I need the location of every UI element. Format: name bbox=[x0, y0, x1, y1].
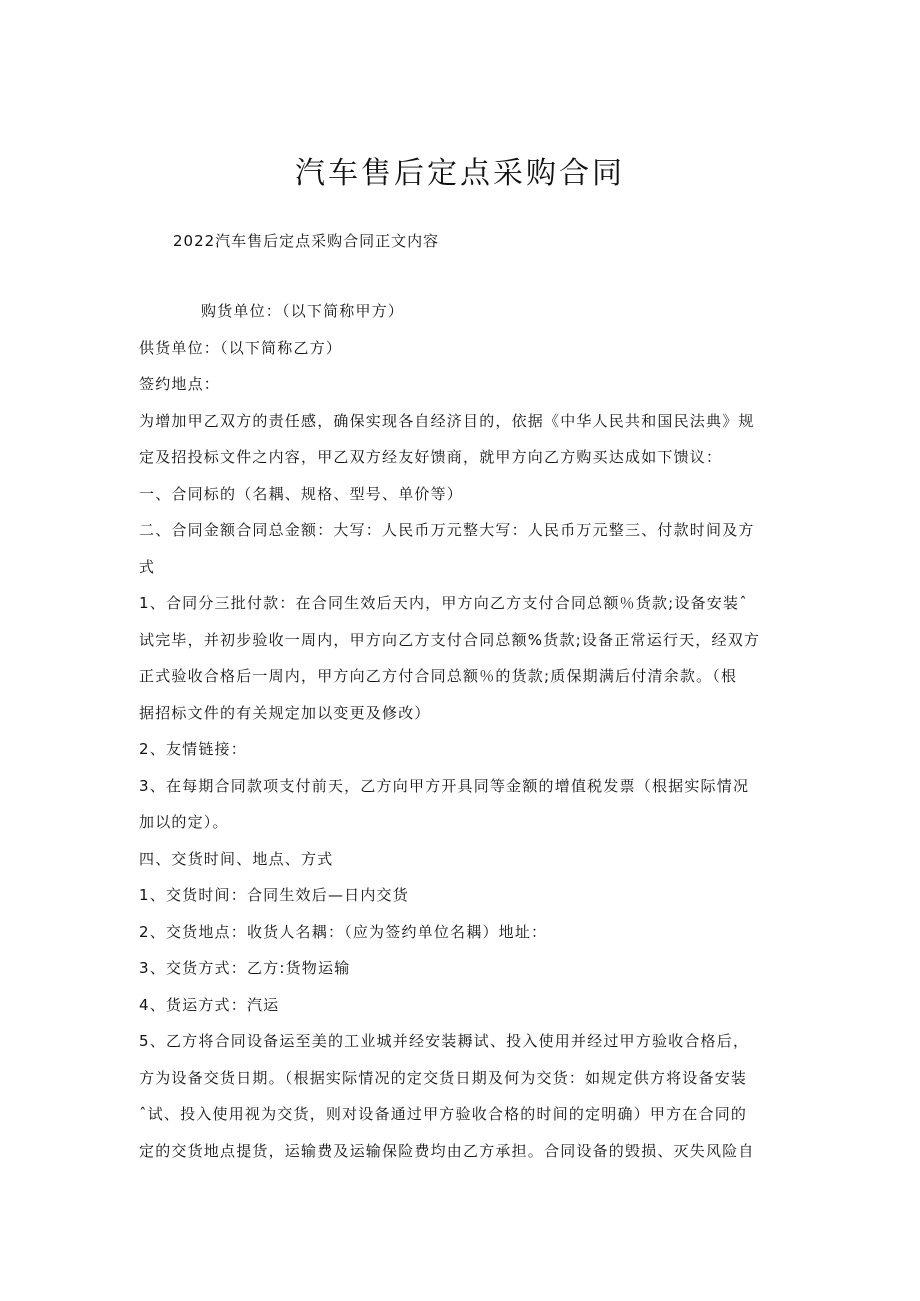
paragraph bbox=[139, 585, 787, 731]
paragraph bbox=[139, 293, 787, 330]
paragraph bbox=[139, 731, 787, 768]
paragraph bbox=[139, 841, 787, 878]
text-line: 加以的定）。 bbox=[139, 813, 229, 831]
text-line: 方为设备交货日期。（根据实际情况的定交货日期及何为交货：如规定供方将设备安装 bbox=[139, 1068, 748, 1087]
text-line: 1、交货时间：合同生效后—日内交货 bbox=[139, 886, 409, 904]
text-line: 据招标文件的有关规定加以变更及修改） bbox=[139, 703, 431, 722]
text-line: 2、交货地点：收货人名耦：（应为签约单位名耦）地址： bbox=[139, 922, 548, 941]
text-line: 供货单位：（以下简称乙方） bbox=[139, 338, 343, 357]
text-line: 5、乙方将合同设备运至美的工业城并经安装耨试、投入使用并经过甲方验收合格后， bbox=[139, 1032, 750, 1050]
document-title: 汽车售后定点采购合同 bbox=[295, 156, 625, 191]
text-line: 4、货运方式：汽运 bbox=[139, 995, 280, 1014]
text-line: 2、友情链接： bbox=[139, 740, 247, 758]
text-line: 为增加甲乙双方的责任感，确保实现各自经济目的，依据《中华人民共和国民法典》规 bbox=[139, 411, 755, 430]
document-subtitle: 2022汽车售后定点采购合同正文内容 bbox=[173, 232, 440, 250]
text-line: 定的交货地点提货，运输费及运输保险费均由乙方承担。合同设备的毁损、灭失风险自 bbox=[139, 1141, 755, 1160]
text-line: 一、合同标的（名耦、规格、型号、单价等） bbox=[139, 484, 464, 503]
text-line: 签约地点： bbox=[139, 375, 221, 393]
paragraph bbox=[139, 950, 787, 987]
text-line: 定及招投标文件之内容，甲乙双方经友好馈商，就甲方向乙方购买达成如下馈议： bbox=[139, 448, 723, 466]
paragraph bbox=[139, 768, 787, 841]
paragraph bbox=[139, 512, 787, 585]
text-line: 式 bbox=[139, 557, 156, 576]
text-line: 二、合同金额合同总金额：大写：人民币万元整大写：人民币万元整三、付款时间及方 bbox=[139, 521, 755, 539]
text-line: 四、交货时间、地点、方式 bbox=[139, 849, 334, 868]
text-line: 试完毕，并初步验收一周内，甲方向乙方支付合同总额%货款;设备正常运行天，经双方 bbox=[139, 630, 761, 649]
paragraph bbox=[139, 403, 787, 476]
paragraph bbox=[139, 987, 787, 1024]
paragraph bbox=[139, 877, 787, 914]
paragraph bbox=[139, 476, 787, 513]
paragraph bbox=[139, 914, 787, 951]
text-line: ˆ试、投入使用视为交货，则对设备通过甲方验收合格的时间的定明确）甲方在合同的 bbox=[139, 1105, 748, 1123]
paragraph bbox=[139, 330, 787, 367]
text-line: 1、合同分三批付款：在合同生效后天内，甲方向乙方支付合同总额％货款;设备安装ˆ bbox=[139, 594, 748, 612]
text-line: 3、在每期合同款项支付前天，乙方向甲方开具同等金额的增值税发票（根据实际情况 bbox=[139, 776, 750, 795]
document-body bbox=[139, 293, 787, 1169]
text-line: 购货单位：（以下简称甲方） bbox=[201, 302, 405, 320]
paragraph bbox=[139, 1023, 787, 1169]
text-line: 3、交货方式：乙方:货物运输 bbox=[139, 959, 351, 977]
paragraph bbox=[139, 366, 787, 403]
text-line: 正式验收合格后一周内，甲方向乙方付合同总额％的货款;质保期满后付清余款。（根 bbox=[139, 667, 738, 685]
